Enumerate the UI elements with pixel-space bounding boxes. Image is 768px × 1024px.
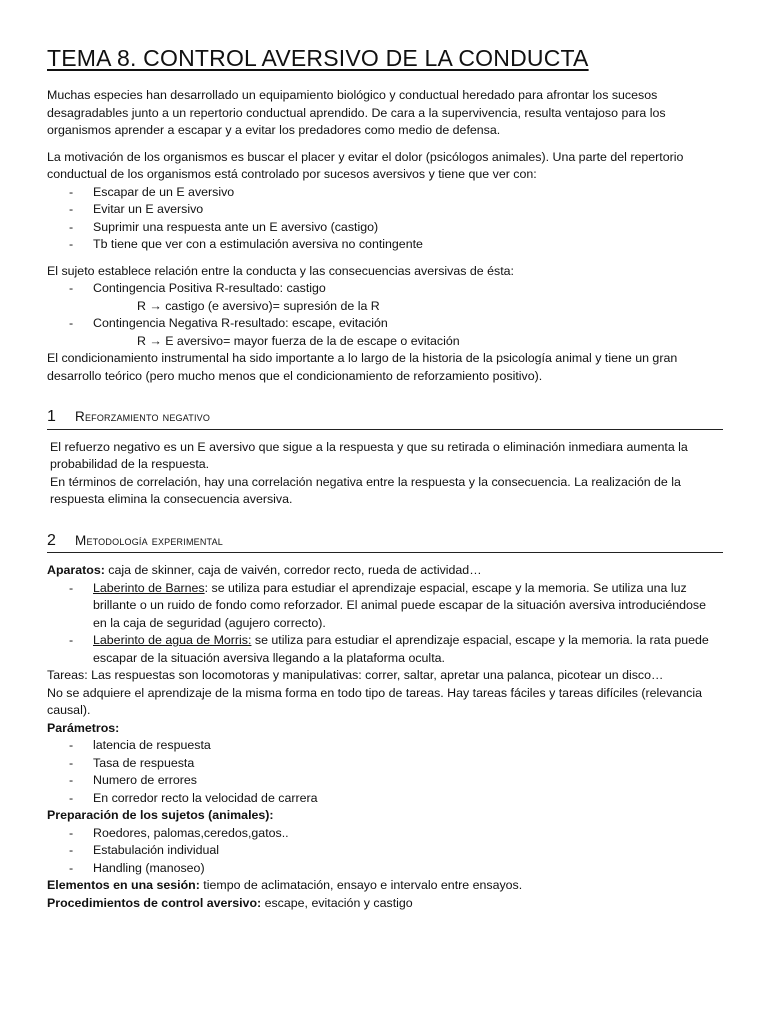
morris-label: Laberinto de agua de Morris:	[93, 633, 252, 647]
learning-paragraph: No se adquiere el aprendizaje de la misma forma en todo tipo de tareas. Hay tareas fáciles y tareas difíciles (relevancia causal).	[47, 685, 702, 717]
parameters-list	[47, 737, 723, 807]
section-title: Metodología experimental	[75, 532, 223, 548]
list-item: - En corredor recto la velocidad de carrera	[69, 790, 723, 808]
apparatus-line	[47, 562, 723, 580]
motivation-paragraph: La motivación de los organismos es buscar el placer y evitar el dolor (psicólogos animales). Una parte del repertorio conductual de los organismos está controlado por sucesos aversivos y tiene que ver con:	[47, 149, 684, 181]
preparation-list	[47, 825, 723, 878]
tasks-paragraph: Tareas: Las respuestas son locomotoras y manipulativas: correr, saltar, apretar una palanca, picotear un disco…	[47, 668, 664, 682]
section-number: 2	[47, 531, 56, 549]
list-item: - Tb tiene que ver con a estimulación aversiva no contingente	[69, 236, 723, 254]
document-page	[47, 44, 723, 912]
section-heading-1	[47, 408, 723, 430]
contingency-positive-sub: R → castigo (e aversivo)= supresión de la R	[137, 298, 380, 313]
apparatus-list	[47, 580, 723, 668]
section-number: 1	[47, 408, 56, 425]
list-item: - Tasa de respuesta	[69, 755, 723, 773]
list-item: - latencia de respuesta	[69, 737, 723, 755]
list-item: - Estabulación individual	[69, 842, 723, 860]
list-item	[69, 580, 723, 633]
list-item: - Suprimir una respuesta ante un E aversivo (castigo)	[69, 219, 723, 237]
conditioning-paragraph: El condicionamiento instrumental ha sido importante a lo largo de la historia de la psicología animal y tiene un gran desarrollo teórico (pero mucho menos que el condicionamiento de reforzamiento positivo).	[47, 351, 678, 383]
morris-text: se utiliza para estudiar el aprendizaje espacial, escape y la memoria. la rata puede escapar de la situación aversiva llegando a la plataforma oculta.	[93, 633, 709, 665]
preparation-label: Preparación de los sujetos (animales):	[47, 808, 274, 822]
motivation-list	[47, 184, 723, 254]
barnes-text: : se utiliza para estudiar el aprendizaje espacial, escape y la memoria. Se utiliza una luz brillante o un ruido de fondo como reforzador. El animal puede escapar de la situación aversiva introduciéndose en la caja de seguridad (agujero correcto).	[93, 580, 707, 630]
section-title: Reforzamiento negativo	[75, 409, 211, 424]
section1-paragraph-1: El refuerzo negativo es un E aversivo que sigue a la respuesta y que su retirada o eliminación inmediara aumenta la probabilidad de la respuesta.	[50, 439, 688, 471]
session-line	[47, 877, 723, 895]
procedures-text: escape, evitación y castigo	[261, 895, 413, 910]
barnes-label: Laberinto de Barnes	[93, 580, 205, 595]
parameters-label: Parámetros:	[47, 720, 120, 735]
list-item: - Numero de errores	[69, 772, 723, 790]
apparatus-text: caja de skinner, caja de vaivén, corredor recto, rueda de actividad…	[104, 563, 482, 577]
list-item: - Contingencia Negativa R-resultado: escape, evitación	[69, 315, 723, 333]
list-item: - Contingencia Positiva R-resultado: castigo	[69, 280, 723, 298]
list-item	[69, 632, 723, 667]
session-label: Elementos en una sesión:	[47, 878, 200, 892]
procedures-line	[47, 895, 723, 913]
list-item: - Escapar de un E aversivo	[69, 184, 723, 202]
section-heading-2	[47, 532, 723, 554]
contingency-negative-sub: R → E aversivo= mayor fuerza de la de escape o evitación	[137, 333, 460, 348]
section1-paragraph-2: En términos de correlación, hay una correlación negativa entre la respuesta y la consecuencia. La realización de la respuesta elimina la consecuencia aversiva.	[50, 474, 681, 506]
list-item: - Handling (manoseo)	[69, 860, 723, 878]
list-item: - Roedores, palomas,ceredos,gatos..	[69, 825, 723, 843]
contingency-list-2	[47, 315, 723, 333]
intro-paragraph: Muchas especies han desarrollado un equipamiento biológico y conductual heredado para afrontar los sucesos desagradables junto a un repertorio conductual aprendido. De cara a la supervivencia, resulta ventajoso para los organismos aprender a escapar y a evitar los predadores como medio de defensa.	[47, 88, 666, 137]
contingency-list	[47, 280, 723, 298]
procedures-label: Procedimientos de control aversivo:	[47, 895, 262, 910]
session-text: tiempo de aclimatación, ensayo e intervalo entre ensayos.	[199, 878, 523, 892]
list-item: - Evitar un E aversivo	[69, 201, 723, 219]
relation-paragraph: El sujeto establece relación entre la conducta y las consecuencias aversivas de ésta:	[47, 263, 514, 278]
document-title: TEMA 8. CONTROL AVERSIVO DE LA CONDUCTA	[47, 45, 589, 71]
apparatus-label: Aparatos:	[47, 563, 105, 577]
